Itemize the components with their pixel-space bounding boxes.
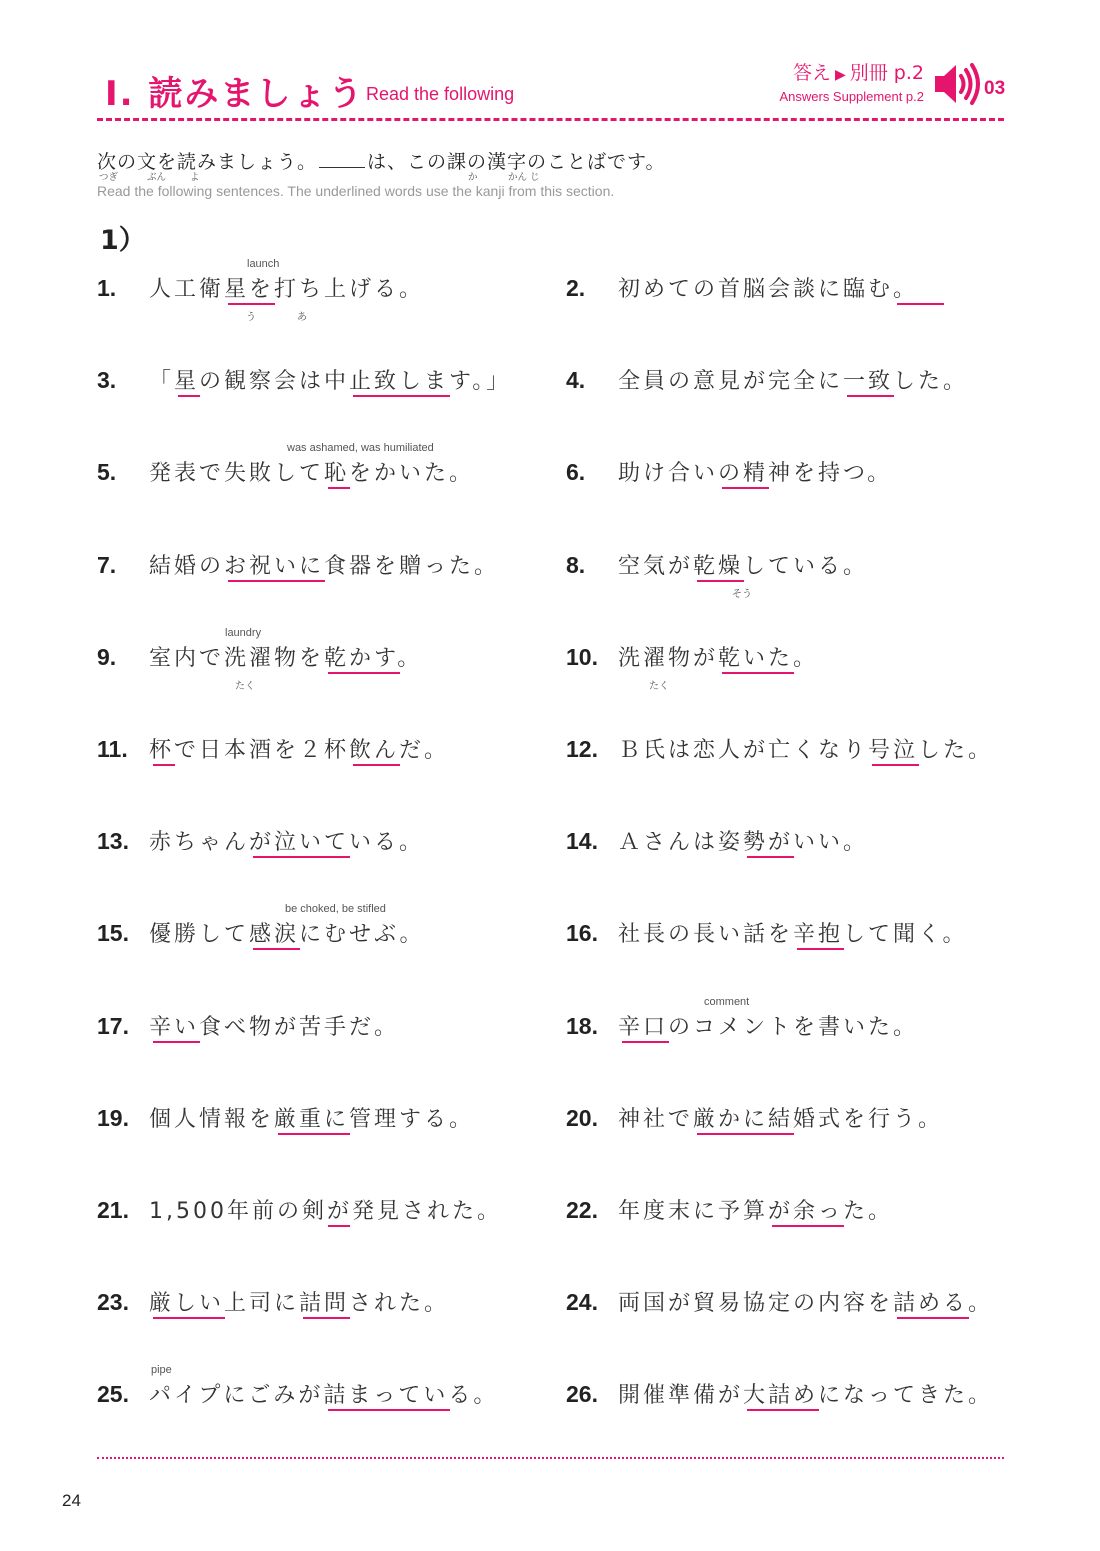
kanji-underline (872, 764, 919, 766)
list-item (566, 641, 818, 672)
answer-label: 答え (792, 62, 831, 84)
item-sentence: 開催準備が大詰めになってきた。 (618, 1383, 994, 1409)
english-gloss: be choked, be stifled (285, 903, 386, 916)
kanji-underline (228, 303, 275, 305)
list-item (97, 456, 474, 487)
item-sentence: 年度末に予算が余った。 (618, 1199, 894, 1224)
list-item (97, 641, 422, 672)
list-item (566, 456, 892, 487)
english-gloss: laundry (225, 626, 262, 639)
furigana: つぎ (99, 172, 119, 183)
list-item (97, 272, 424, 303)
kanji-underline (253, 948, 300, 950)
item-number: 5. (97, 459, 117, 486)
furigana: う (246, 312, 256, 323)
kanji-underline (797, 948, 844, 950)
item-number: 15. (97, 920, 129, 947)
item-sentence: 「星の観察会は中止致します。」 (149, 369, 512, 395)
item-sentence: 助け合いの精神を持つ。 (618, 461, 893, 487)
list-item (97, 1378, 498, 1409)
furigana: ぶん (147, 172, 167, 183)
item-sentence: 杯で日本酒を２杯飲んだ。 (149, 738, 450, 763)
item-sentence: 社長の長い話を辛抱して聞く。 (618, 922, 968, 948)
list-item (97, 917, 424, 948)
furigana: たく (235, 680, 255, 692)
answer-reference-english: Answers Supplement p.2 (779, 89, 924, 104)
kanji-underline (772, 1225, 844, 1227)
list-item (97, 1194, 502, 1225)
furigana: たく (649, 680, 669, 692)
list-item (97, 733, 449, 764)
item-sentence: 個人情報を厳重に管理する。 (149, 1106, 475, 1132)
item-sentence: Ｂ氏は恋人が亡くなり号泣した。 (618, 738, 994, 763)
kanji-underline (153, 1041, 200, 1043)
item-sentence: 優勝して感涙にむせぶ。 (149, 922, 425, 948)
list-item (566, 1102, 943, 1133)
kanji-underline (328, 487, 350, 489)
list-item (97, 1102, 474, 1133)
item-number: 10. (566, 643, 598, 670)
list-item (566, 1286, 993, 1317)
kanji-underline (353, 764, 400, 766)
item-number: 9. (97, 643, 117, 670)
item-number: 18. (566, 1012, 598, 1039)
item-sentence: 洗濯物が乾いた。 (618, 645, 819, 671)
furigana: そう (732, 588, 752, 600)
kanji-underline (153, 764, 175, 766)
list-item (97, 1286, 449, 1317)
item-number: 3. (97, 367, 117, 394)
item-sentence: Ａさんは姿勢がいい。 (618, 830, 869, 856)
english-gloss: pipe (151, 1364, 172, 1377)
english-gloss: launch (247, 258, 280, 270)
list-item (97, 825, 424, 856)
list-item (97, 549, 499, 580)
furigana: か (468, 172, 478, 183)
item-sentence: パイプにごみが詰まっている。 (149, 1383, 499, 1409)
list-item (566, 1378, 993, 1409)
item-number: 17. (97, 1012, 129, 1039)
kanji-underline (722, 672, 794, 674)
item-number: 12. (566, 736, 598, 762)
item-number: 2. (566, 275, 586, 301)
item-number: 13. (97, 828, 129, 855)
instruction-part-a: 次の文を読みましょう。 (97, 151, 318, 173)
instruction-english: Read the following sentences. The underlined words use the kanji from this section. (97, 183, 615, 199)
item-sentence: 結婚のお祝いに食器を贈った。 (149, 553, 500, 579)
kanji-underline (622, 1041, 669, 1043)
item-number: 21. (97, 1197, 129, 1223)
kanji-underline (328, 1409, 450, 1411)
item-number: 24. (566, 1289, 598, 1316)
section-title: Ⅰ. 読みましょう (105, 74, 365, 114)
item-sentence: 辛い食べ物が苦手だ。 (149, 1014, 400, 1040)
item-sentence: 両国が貿易協定の内容を詰める。 (618, 1291, 994, 1317)
item-number: 11. (97, 736, 128, 762)
kanji-underline (153, 1317, 225, 1319)
instruction-part-b: は、この課の漢字のことばです。 (367, 151, 666, 173)
item-sentence: 神社で厳かに結婚式を行う。 (618, 1106, 944, 1132)
english-gloss: was ashamed, was humiliated (287, 442, 434, 455)
blank-line (319, 151, 365, 168)
triangle-right-icon: ▶ (834, 67, 846, 83)
list-item (566, 825, 868, 856)
item-number: 4. (566, 367, 586, 394)
item-number: 7. (97, 551, 117, 578)
list-item (97, 364, 511, 395)
footer-divider (97, 1457, 1004, 1459)
kanji-underline (328, 1225, 350, 1227)
kanji-underline (747, 1409, 819, 1411)
list-item (566, 272, 918, 303)
answer-reference (793, 58, 924, 85)
kanji-underline (353, 395, 450, 397)
audio-speaker-icon[interactable] (932, 60, 982, 108)
kanji-underline (747, 856, 794, 858)
item-number: 22. (566, 1197, 598, 1223)
item-sentence: 1,500年前の剣が発見された。 (149, 1199, 502, 1224)
item-sentence: 厳しい上司に詰問された。 (149, 1291, 450, 1317)
item-number: 16. (566, 920, 598, 947)
section-label: 1） (100, 225, 146, 256)
list-item (566, 549, 868, 580)
item-sentence: 空気が乾燥している。 (618, 553, 869, 579)
answer-page: 別冊 p.2 (849, 62, 924, 84)
item-sentence: 初めての首脳会談に臨む。 (618, 277, 919, 302)
kanji-underline (253, 856, 350, 858)
item-number: 23. (97, 1289, 129, 1316)
kanji-underline (897, 1317, 969, 1319)
list-item (566, 364, 968, 395)
item-number: 1. (97, 275, 117, 301)
kanji-underline (697, 1133, 794, 1135)
item-sentence: 人工衛星を打ち上げる。 (149, 277, 425, 302)
section-title-english: Read the following (366, 84, 515, 104)
item-number: 19. (97, 1104, 129, 1131)
item-number: 6. (566, 459, 586, 486)
list-item (566, 733, 993, 764)
page-number: 24 (62, 1491, 81, 1510)
item-number: 25. (97, 1381, 129, 1408)
english-gloss: comment (704, 995, 750, 1008)
kanji-underline (697, 580, 744, 582)
item-sentence: 全員の意見が完全に一致した。 (618, 369, 969, 395)
item-sentence: 辛口のコメントを書いた。 (618, 1014, 919, 1040)
list-item (566, 1194, 893, 1225)
list-item (566, 1010, 918, 1041)
kanji-underline (722, 487, 769, 489)
kanji-underline (897, 303, 944, 305)
audio-track-number: 03 (984, 78, 1006, 99)
furigana: あ (297, 312, 307, 323)
item-number: 20. (566, 1104, 598, 1131)
kanji-underline (847, 395, 894, 397)
item-number: 14. (566, 828, 598, 855)
kanji-underline (303, 1317, 350, 1319)
item-number: 26. (566, 1381, 598, 1408)
kanji-underline (328, 672, 400, 674)
kanji-underline (228, 580, 325, 582)
instruction-text (97, 147, 666, 174)
kanji-underline (278, 1133, 350, 1135)
item-number: 8. (566, 551, 586, 578)
header-divider (97, 118, 1004, 121)
kanji-underline (178, 395, 200, 397)
list-item (566, 917, 968, 948)
list-item (97, 1010, 399, 1041)
item-sentence: 室内で洗濯物を乾かす。 (149, 645, 423, 671)
furigana: かん じ (508, 172, 540, 183)
item-sentence: 赤ちゃんが泣いている。 (149, 830, 425, 856)
item-sentence: 発表で失敗して恥をかいた。 (149, 461, 475, 487)
furigana: よ (190, 172, 200, 183)
